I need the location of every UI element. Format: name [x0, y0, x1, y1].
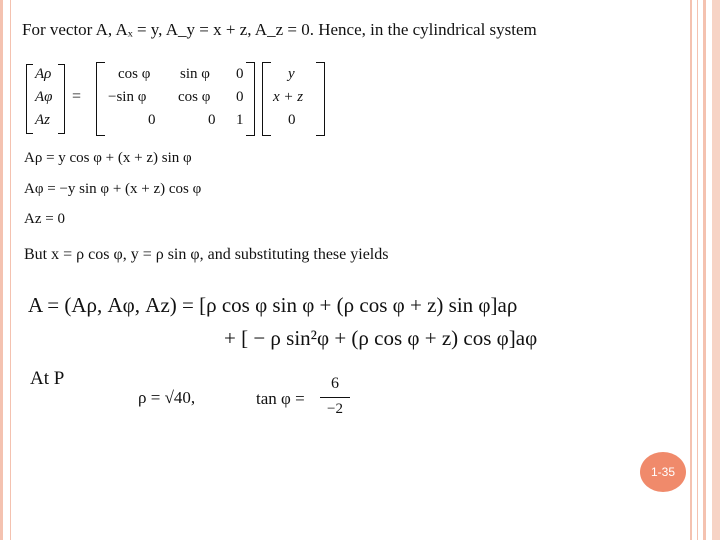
slide-number-badge [640, 452, 686, 492]
matrix-equals: = [72, 88, 82, 105]
tan-numerator: 6 [331, 375, 339, 392]
result-line-1: A = (Aρ, Aφ, Az) = [ρ cos φ sin φ + (ρ cos φ + z) sin φ]aρ [28, 293, 518, 317]
result-line-2: + [ − ρ sin²φ + (ρ cos φ + z) cos φ]aφ [224, 326, 538, 350]
m-r2c1: 0 [208, 112, 216, 128]
at-p-label: At P [30, 368, 65, 389]
lhs-a-rho: Aρ [35, 66, 52, 82]
rhs-y: y [288, 66, 295, 82]
rho-value: ρ = √40, [138, 388, 196, 407]
m-r1c0: −sin φ [108, 89, 147, 105]
tan-lhs: tan φ = [256, 389, 305, 408]
m-r2c2: 1 [236, 112, 244, 128]
rhs-zero: 0 [288, 112, 296, 128]
m-r1c2: 0 [236, 89, 244, 105]
rhs-x-plus-z: x + z [273, 89, 304, 105]
m-r1c1: cos φ [178, 89, 211, 105]
lhs-a-phi: Aφ [35, 89, 53, 105]
m-r0c0: cos φ [118, 66, 151, 82]
intro-line: For vector A, Aₓ = y, A_y = x + z, A_z = 0. Hence, in the cylindrical system [22, 20, 537, 39]
slide-number: 1-35 [650, 465, 676, 479]
m-r2c0: 0 [148, 112, 156, 128]
m-r0c2: 0 [236, 66, 244, 82]
lhs-a-z: Az [35, 112, 50, 128]
equation-a-rho: Aρ = y cos φ + (x + z) sin φ [24, 150, 192, 166]
equation-a-z: Az = 0 [24, 211, 65, 227]
fraction-bar [320, 397, 350, 398]
substitution-line: But x = ρ cos φ, y = ρ sin φ, and substituting these yields [24, 246, 389, 263]
tan-denominator: −2 [327, 401, 343, 417]
m-r0c1: sin φ [180, 66, 210, 82]
equation-a-phi: Aφ = −y sin φ + (x + z) cos φ [24, 181, 202, 197]
